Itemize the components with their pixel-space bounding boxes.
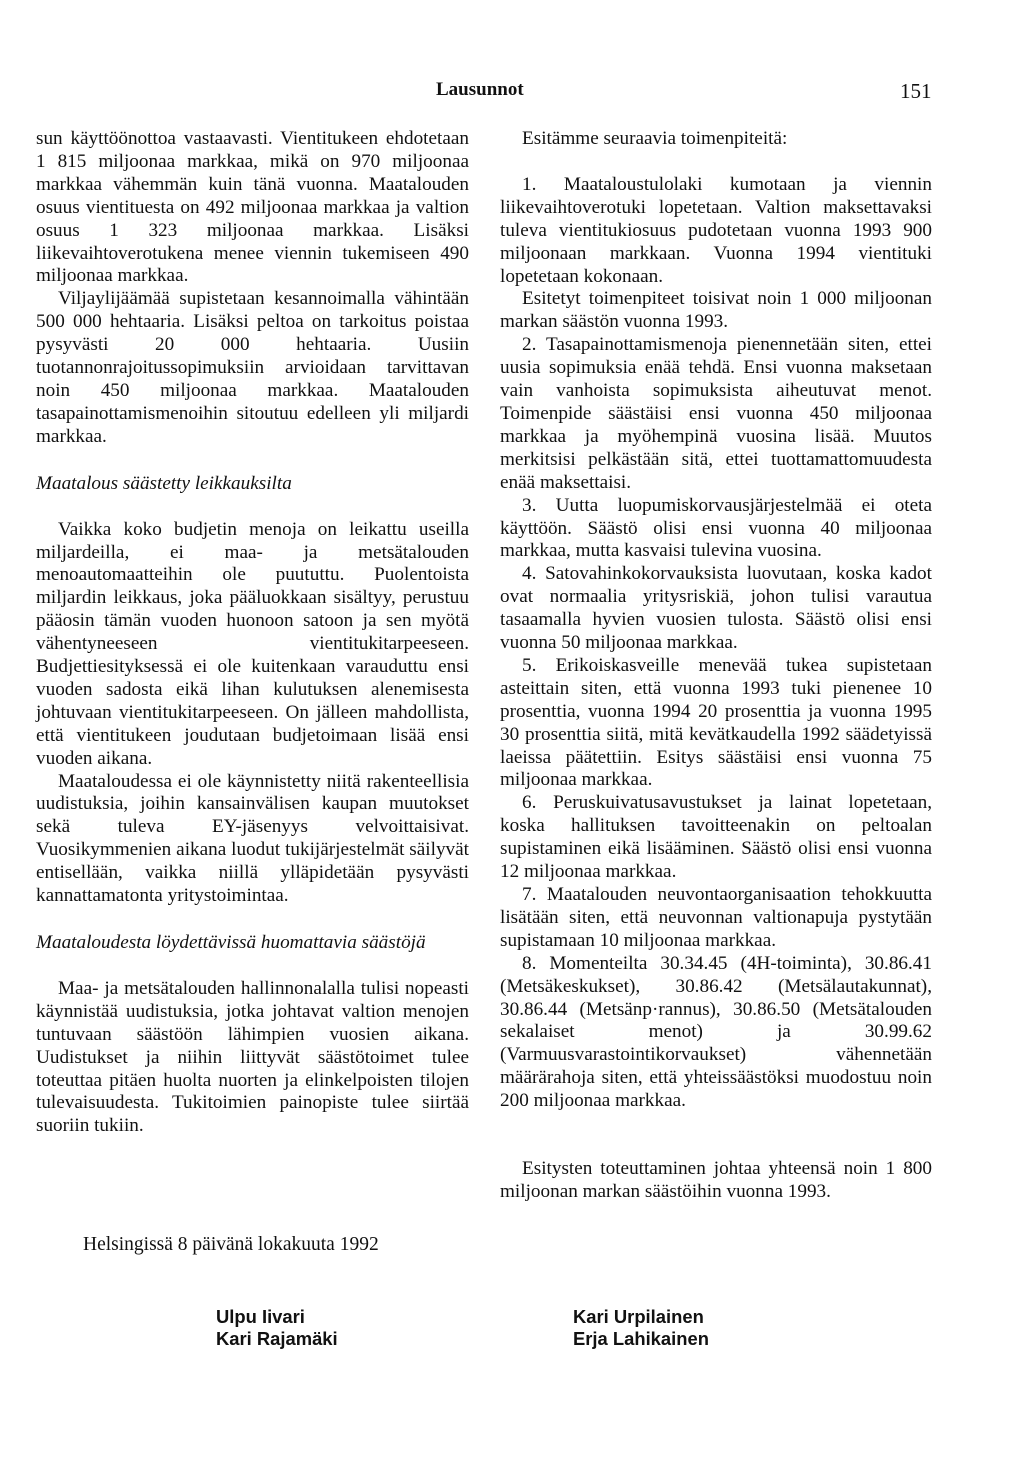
signatures-right [573, 1306, 709, 1350]
signatory-name: Kari Rajamäki [216, 1328, 338, 1349]
proposal-item: 3. Uutta luopumiskorvausjärjestelmää ei oteta käyttöön. Säästö olisi ensi vuonna 40 miljoonaa markkaa, mutta kasvaisi tulevina vuosina. [500, 494, 932, 562]
left-column [36, 128, 469, 1138]
signatures-left [216, 1306, 338, 1350]
proposal-item: 6. Peruskuivatusavustukset ja lainat lopetetaan, koska hallituksen tavoitteenakin on peltoalan supistaminen eikä lisääminen. Säästö olisi ensi vuonna 12 miljoonaa markkaa. [500, 792, 932, 883]
proposal-item: 5. Erikoiskasveille menevää tukea supistetaan asteittain siten, että vuonna 1993 tuki pienenee 10 prosenttia, vuonna 1994 20 prosenttia ja vuonna 1995 30 prosenttia siitä, mitä kevätkaudella 1992 säädetyissä laeissa päätettiin. Esitys säästäisi ensi vuonna 75 miljoonaa markkaa. [500, 654, 932, 791]
proposal-item: 4. Satovahinkokorvauksista luovutaan, koska kadot ovat normaalia yritysriskiä, johon tulisi varautua tasaamalla hyvien vuosien tulosta. Säästö olisi ensi vuonna 50 miljoonaa markkaa. [500, 563, 932, 654]
proposal-item: 7. Maatalouden neuvontaorganisaation tehokkuutta lisätään siten, että neuvonnan valtionapuja pystytään supistamaan 10 miljoonaa markkaa. [500, 884, 932, 951]
proposal-item: 8. Momenteilta 30.34.45 (4H-toiminta), 30.86.41 (Metsäkeskukset), 30.86.42 (Metsälautakunnat), 30.86.44 (Metsänp·rannus), 30.86.50 (Metsätalouden sekalaiset menot) ja 30.99.62 (Varmuusvarastointikorvaukset) vähennetään määrärahoja siten, että yhteissäästöksi muodostuu noin 200 miljoonaa markkaa. [500, 952, 932, 1112]
page-number: 151 [900, 79, 932, 103]
signatory-name: Kari Urpilainen [573, 1306, 704, 1327]
section-heading: Maataloudesta löydettävissä huomattavia säästöjä [36, 932, 426, 953]
proposals-intro: Esitämme seuraavia toimenpiteitä: [522, 128, 788, 149]
proposal-item: 2. Tasapainottamismenoja pienennetään siten, ettei uusia sopimuksia enää tehdä. Ensi vuonna maksetaan vain vanhoista sopimuksista aiheutuvat menot. Toimenpide säästäisi ensi vuonna 450 miljoonaa markkaa ja myöhempinä vuosina lisää. Muutos merkitsisi pelkästään sitä, ettei tuottamattomuudesta enää maksettaisi. [500, 334, 932, 493]
place-and-date: Helsingissä 8 päivänä lokakuuta 1992 [83, 1234, 379, 1255]
signatory-name: Erja Lahikainen [573, 1328, 709, 1349]
right-column [500, 128, 932, 1204]
section-heading: Maatalous säästetty leikkauksilta [36, 472, 292, 494]
paragraph: Vaikka koko budjetin menoja on leikattu useilla miljardeilla, ei maa- ja metsätalouden menoautomaatteihin ole puututtu. Puolentoista miljardin leikkaus, joka pääluokkaan sisältyy, perustuu pääosin tämän vuoden huonoon satoon ja sen myötä vähentyneeseen vientitukitarpeeseen. Budjettiesityksessä ei ole kuitenkaan varauduttu ensi vuoden sadosta eikä lihan kulutuksen alenemisesta johtuvaan vientitukitarpeeseen. On jälleen mahdollista, että vientitukeen joudutaan budjetoimaan lisää ensi vuoden aikana. [36, 518, 469, 769]
proposal-item: Esitetyt toimenpiteet toisivat noin 1 000 miljoonan markan säästön vuonna 1993. [500, 288, 932, 333]
proposal-item: 1. Maataloustulolaki kumotaan ja viennin liikevaihtoverotuki lopetetaan. Valtion maksettavaksi tuleva vientitukiosuus pudotetaan vuonna 1993 900 miljoonaan markkaan. Vuonna 1994 vientituki lopetetaan kokonaan. [500, 173, 932, 287]
paragraph: Viljaylijäämää supistetaan kesannoimalla vähintään 500 000 hehtaaria. Lisäksi peltoa on tarkoitus poistaa pysyvästi 20 000 hehtaaria. Uusiin tuotannonrajoitussopimuksiin arvioidaan tarvittavan noin 450 miljoonaa markkaa. Maatalouden tasapainottamismenoihin sitoutuu edelleen yli miljardi markkaa. [36, 288, 469, 447]
closing-paragraph: Esitysten toteuttaminen johtaa yhteensä noin 1 800 miljoonan markan säästöihin vuonna 1993. [500, 1158, 932, 1202]
paragraph: Maataloudessa ei ole käynnistetty niitä rakenteellisia uudistuksia, joihin kansainvälisen kaupan muutokset sekä tuleva EY-jäsenyys velvoittaisivat. Vuosikymmenien aikana luodut tukijärjestelmät säilyvät entisellään, vaikka niillä ylläpidetään pysyvästi kannattamatonta yritystoimintaa. [36, 770, 469, 907]
paragraph: Maa- ja metsätalouden hallinnonalalla tulisi nopeasti käynnistää uudistuksia, jotka johtavat valtion menojen tuntuvaan säästöön lähimpien vuosien aikana. Uudistukset ja niihin liittyvät säästötoimet tulee toteuttaa pitäen huolta nuorten ja elinkelpoisten tilojen tulevaisuudesta. Tukitoimien painopiste tulee siirtää suoriin tukiin. [36, 977, 469, 1137]
signatory-name: Ulpu Iivari [216, 1306, 305, 1327]
running-header-title: Lausunnot [436, 79, 524, 100]
paragraph: sun käyttöönottoa vastaavasti. Vientitukeen ehdotetaan 1 815 miljoonaa markkaa, mikä on 970 miljoonaa markkaa vähemmän kuin tänä vuonna. Maatalouden osuus vientituesta on 492 miljoonaa markkaa ja valtion osuus 1 323 miljoonaa markkaa. Lisäksi liikevaihtoverotukena menee viennin tukemiseen 490 miljoonaa markkaa. [36, 128, 469, 287]
